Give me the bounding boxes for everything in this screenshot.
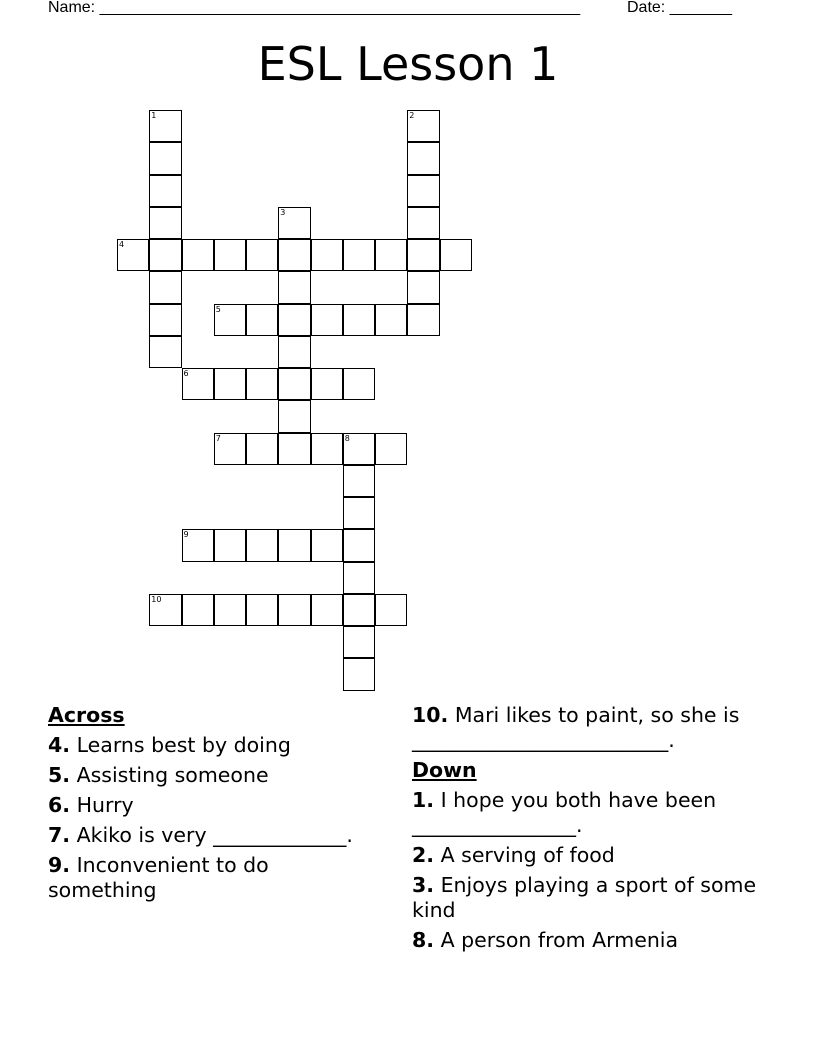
crossword-cell[interactable] — [278, 271, 310, 303]
crossword-cell[interactable] — [214, 529, 246, 561]
across-heading: Across — [48, 703, 125, 727]
cell-number: 5 — [215, 304, 221, 314]
across-clue-5 — [48, 763, 368, 788]
crossword-cell[interactable] — [343, 368, 375, 400]
crossword-cell[interactable] — [182, 368, 214, 400]
crossword-cell[interactable] — [214, 594, 246, 626]
crossword-cell[interactable] — [117, 239, 149, 271]
cell-number: 3 — [280, 207, 286, 217]
crossword-cell[interactable] — [246, 594, 278, 626]
crossword-cell[interactable] — [214, 239, 246, 271]
crossword-cell[interactable] — [278, 433, 310, 465]
crossword-cell[interactable] — [311, 239, 343, 271]
crossword-cell[interactable] — [407, 110, 439, 142]
crossword-cell[interactable] — [407, 175, 439, 207]
crossword-cell[interactable] — [246, 239, 278, 271]
crossword-cell[interactable] — [149, 304, 181, 336]
crossword-cell[interactable] — [375, 239, 407, 271]
crossword-cell[interactable] — [375, 304, 407, 336]
crossword-cell[interactable] — [375, 594, 407, 626]
clue-text: A serving of food — [440, 843, 615, 867]
crossword-cell[interactable] — [214, 433, 246, 465]
crossword-cell[interactable] — [311, 368, 343, 400]
crossword-cell[interactable] — [343, 239, 375, 271]
across-clue-9 — [48, 853, 368, 903]
crossword-cell[interactable] — [278, 239, 310, 271]
clue-text: A person from Armenia — [440, 928, 679, 952]
crossword-cell[interactable] — [343, 529, 375, 561]
crossword-cell[interactable] — [343, 658, 375, 690]
crossword-cell[interactable] — [182, 594, 214, 626]
crossword-cell[interactable] — [214, 368, 246, 400]
crossword-cell[interactable] — [407, 239, 439, 271]
crossword-cell[interactable] — [149, 175, 181, 207]
page-title: ESL Lesson 1 — [257, 37, 559, 91]
crossword-cell[interactable] — [278, 207, 310, 239]
right-clues-column — [412, 703, 772, 958]
clue-text: Enjoys playing a sport of some kind — [412, 873, 757, 922]
crossword-cell[interactable] — [407, 304, 439, 336]
clue-number: 6. — [48, 793, 71, 817]
crossword-cell[interactable] — [278, 304, 310, 336]
cell-number: 6 — [183, 369, 189, 378]
crossword-cell[interactable] — [182, 239, 214, 271]
across-clue-4 — [48, 733, 368, 758]
crossword-cell[interactable] — [343, 304, 375, 336]
crossword-cell[interactable] — [343, 497, 375, 529]
date-field-line: Date: _______ — [627, 0, 732, 16]
across-clue-6 — [48, 793, 368, 818]
crossword-cell[interactable] — [278, 400, 310, 432]
crossword-cell[interactable] — [149, 110, 181, 142]
crossword-cell[interactable] — [149, 336, 181, 368]
cell-number: 4 — [119, 240, 125, 249]
cell-number: 9 — [183, 530, 189, 540]
clue-text: I hope you both have been ________________. — [412, 788, 717, 837]
crossword-cell[interactable] — [278, 336, 310, 368]
down-heading: Down — [412, 758, 477, 782]
crossword-cell[interactable] — [343, 594, 375, 626]
clue-number: 1. — [412, 788, 435, 812]
crossword-cell[interactable] — [343, 626, 375, 658]
clue-text: Mari likes to paint, so she is _________________________. — [412, 703, 740, 752]
crossword-cell[interactable] — [149, 594, 181, 626]
clue-text: Inconvenient to do something — [48, 853, 269, 902]
crossword-cell[interactable] — [343, 465, 375, 497]
crossword-cell[interactable] — [149, 239, 181, 271]
crossword-cell[interactable] — [440, 239, 472, 271]
crossword-cell[interactable] — [311, 594, 343, 626]
cell-number: 10 — [151, 594, 162, 604]
cell-number: 8 — [344, 433, 350, 443]
crossword-cell[interactable] — [343, 562, 375, 594]
crossword-cell[interactable] — [311, 304, 343, 336]
crossword-cell[interactable] — [278, 368, 310, 400]
cell-number: 2 — [409, 111, 415, 120]
crossword-cell[interactable] — [182, 529, 214, 561]
clue-number: 9. — [48, 853, 71, 877]
clue-text: Akiko is very _____________. — [76, 823, 353, 847]
down-clue-8 — [412, 928, 772, 953]
crossword-cell[interactable] — [246, 529, 278, 561]
crossword-cell[interactable] — [311, 433, 343, 465]
clue-number: 10. — [412, 703, 449, 727]
across-clues-column — [48, 703, 368, 908]
crossword-cell[interactable] — [407, 142, 439, 174]
crossword-cell[interactable] — [407, 271, 439, 303]
crossword-cell[interactable] — [246, 368, 278, 400]
crossword-cell[interactable] — [149, 207, 181, 239]
clue-text: Assisting someone — [76, 763, 269, 787]
across-clue-7 — [48, 823, 368, 848]
crossword-cell[interactable] — [278, 529, 310, 561]
clue-number: 4. — [48, 733, 71, 757]
clue-number: 8. — [412, 928, 435, 952]
clue-number: 2. — [412, 843, 435, 867]
crossword-cell[interactable] — [149, 142, 181, 174]
crossword-cell[interactable] — [149, 271, 181, 303]
crossword-cell[interactable] — [343, 433, 375, 465]
crossword-cell[interactable] — [246, 304, 278, 336]
crossword-cell[interactable] — [246, 433, 278, 465]
clue-number: 5. — [48, 763, 71, 787]
crossword-cell[interactable] — [278, 594, 310, 626]
across-clue-10 — [412, 703, 772, 753]
down-clue-3 — [412, 873, 772, 923]
clue-text: Hurry — [76, 793, 134, 817]
cell-number: 1 — [151, 111, 157, 120]
clue-number: 7. — [48, 823, 71, 847]
crossword-cell[interactable] — [407, 207, 439, 239]
clue-text: Learns best by doing — [76, 733, 291, 757]
crossword-cell[interactable] — [311, 529, 343, 561]
name-field-line: Name: ______________________________________________________ — [48, 0, 581, 16]
crossword-cell[interactable] — [214, 304, 246, 336]
crossword-cell[interactable] — [375, 433, 407, 465]
cell-number: 7 — [215, 433, 221, 443]
down-clue-2 — [412, 843, 772, 868]
clue-number: 3. — [412, 873, 435, 897]
down-clue-1 — [412, 788, 772, 838]
